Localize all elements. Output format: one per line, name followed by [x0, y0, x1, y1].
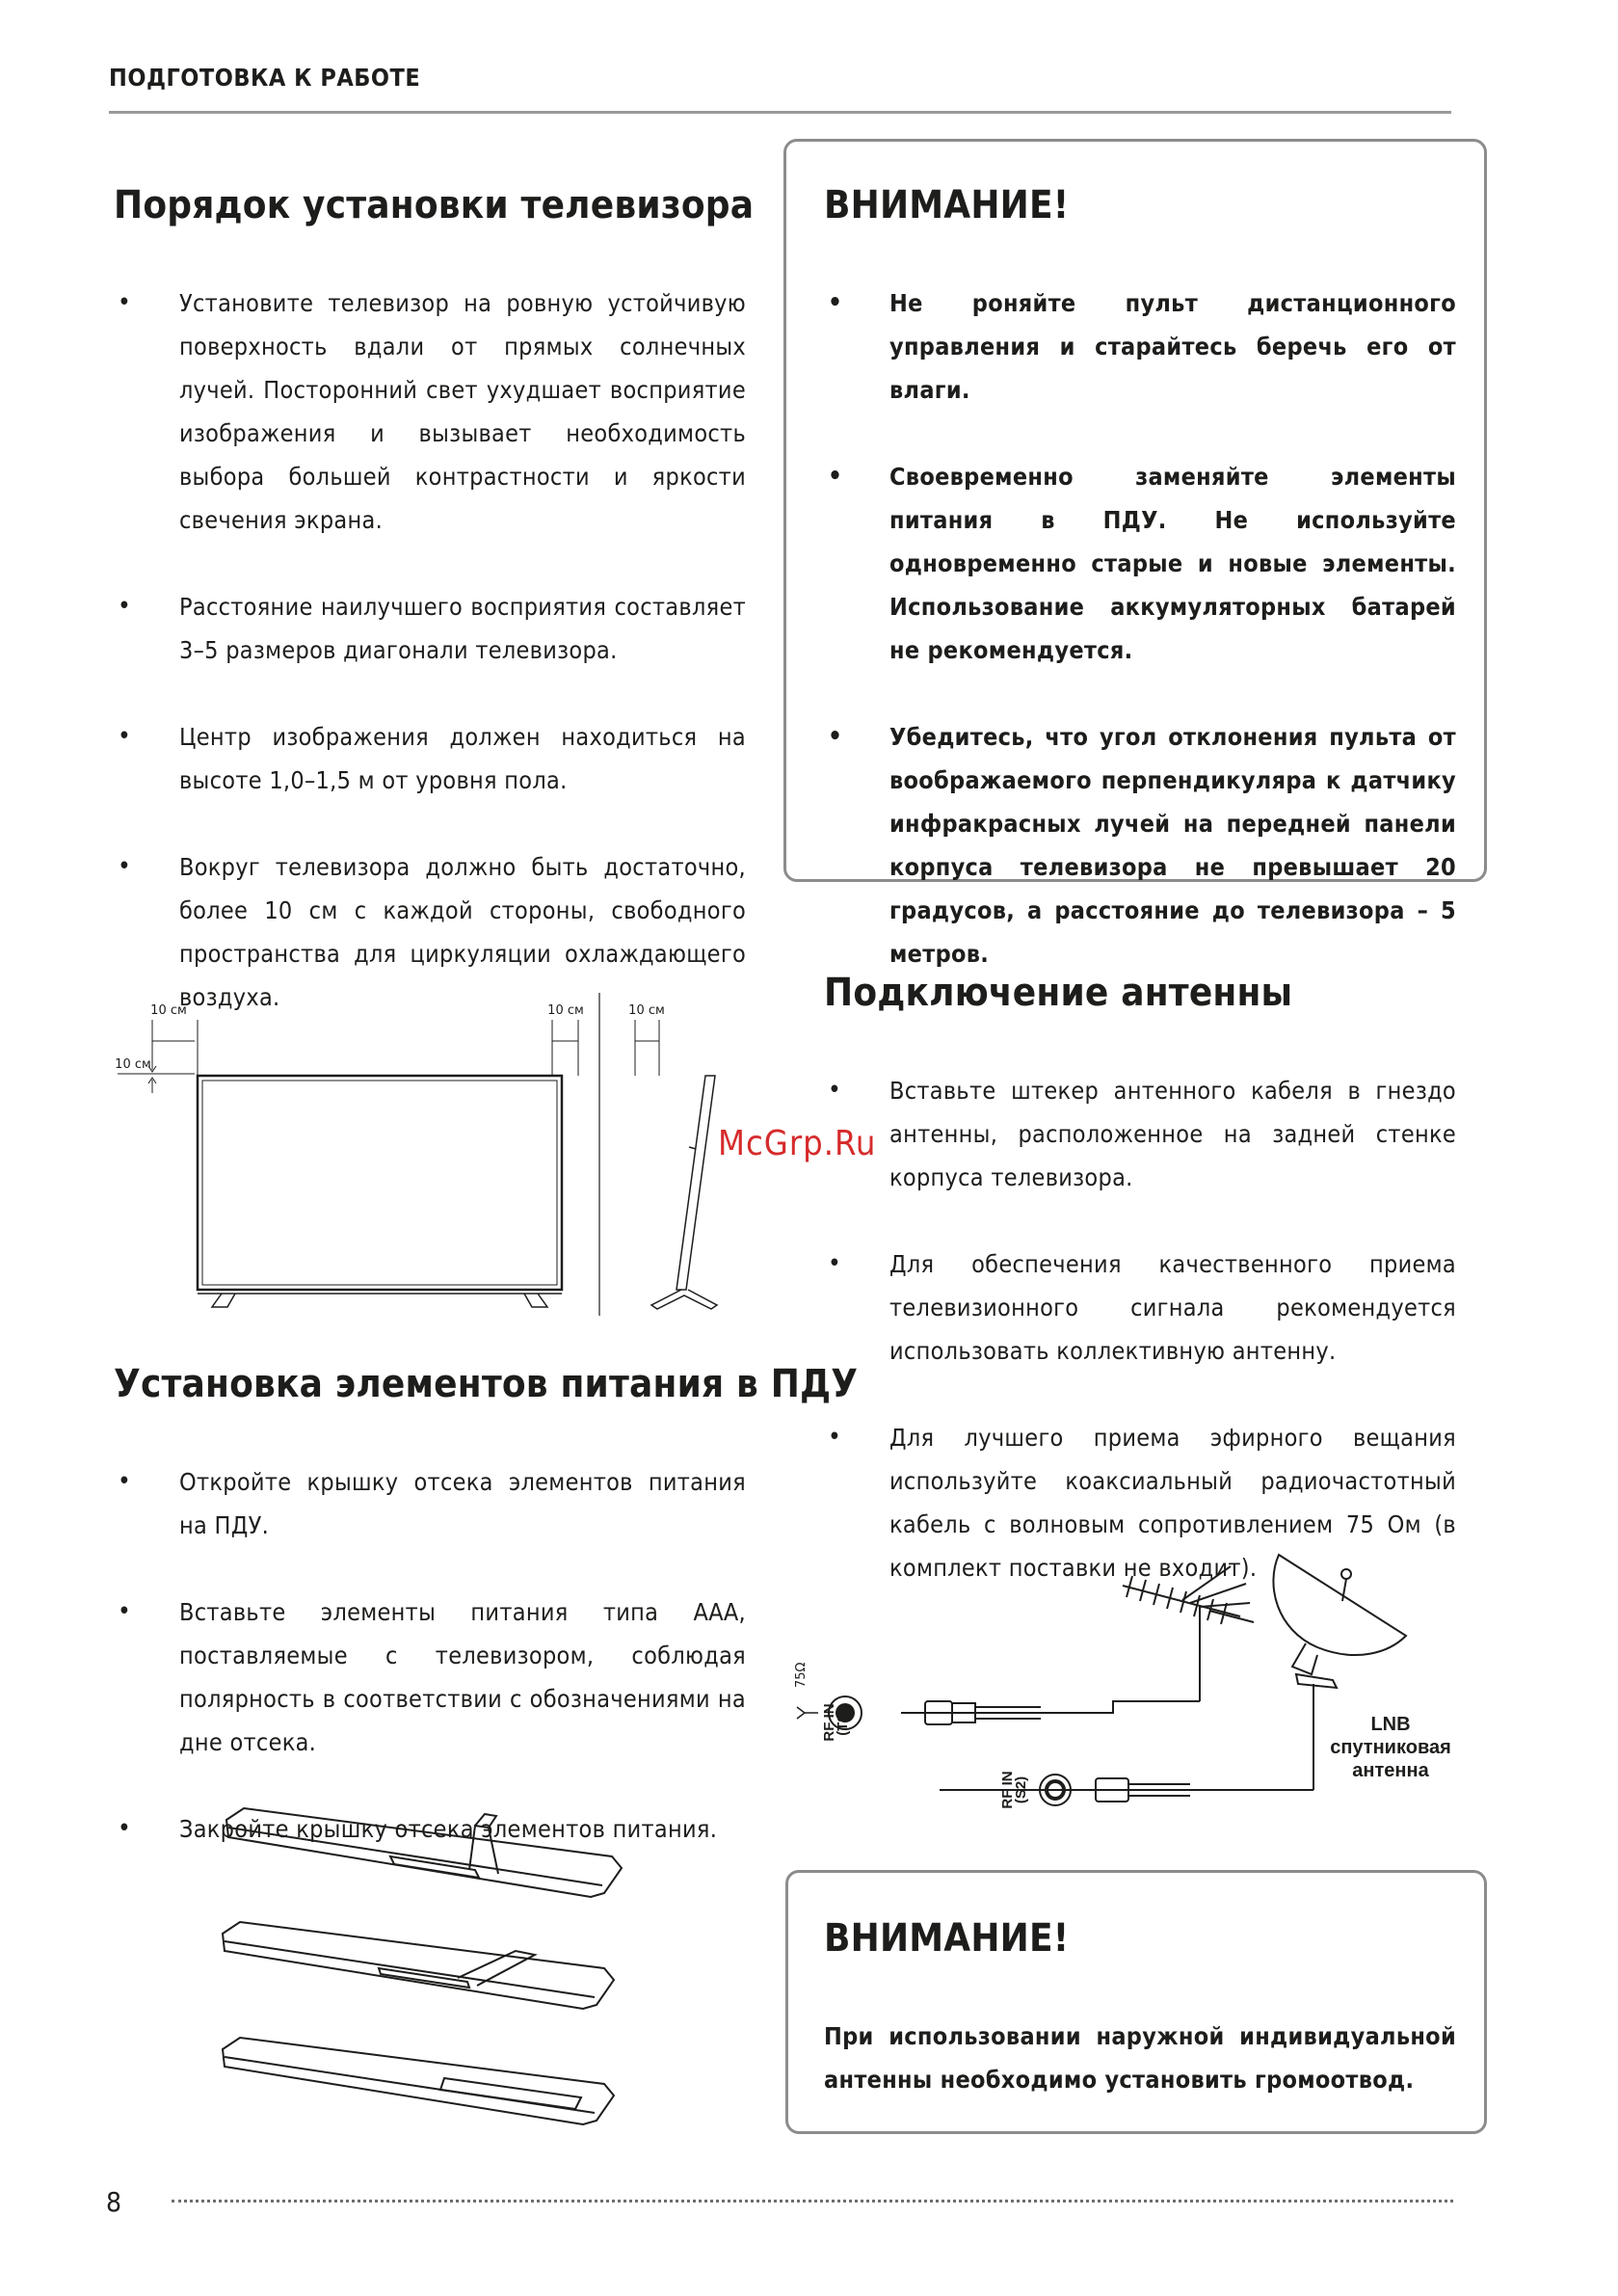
clearance-label-left: 10 см — [115, 1057, 151, 1072]
page-number: 8 — [106, 2186, 122, 2218]
header-rule — [109, 111, 1451, 114]
batteries-item: • Откройте крышку отсека элементов питания на ПДУ. — [114, 1460, 746, 1547]
remote-battery-diagram — [217, 1793, 631, 2140]
warning-text: При использовании наружной индивидуальной антенны необходимо установить громоотвод. — [824, 2022, 1456, 2094]
tv-side-illustration — [651, 1076, 717, 1309]
remote-closed-cover — [223, 2038, 614, 2124]
batteries-item: • Закройте крышку отсека элементов питания. — [114, 1807, 746, 1851]
install-item: • Вокруг телевизора должно быть достаточно, более 10 см с каждой стороны, свободного пространства для циркуляции охлаждающего воздуха. — [114, 845, 746, 1019]
rf-s2-label-line1: RF IN — [999, 1771, 1016, 1809]
tv-clearance-diagram — [106, 983, 761, 1316]
footer-dotted-rule — [172, 2200, 1453, 2203]
antenna-symbol-icon — [797, 1707, 818, 1719]
clearance-marks — [118, 993, 659, 1316]
rf-t2-label-line2: (T2) — [835, 1709, 851, 1736]
section-header: ПОДГОТОВКА К РАБОТЕ — [109, 64, 421, 92]
clearance-label-top: 10 см — [150, 1003, 187, 1018]
remote-open-cover — [226, 1808, 622, 1897]
warning-list — [824, 281, 1456, 1019]
warning-title: ВНИМАНИЕ! — [824, 1916, 1070, 1961]
antenna-title: Подключение антенны — [824, 971, 1293, 1015]
satellite-label-line2: антенна — [1352, 1760, 1429, 1781]
install-title: Порядок установки телевизора — [114, 183, 755, 227]
antenna-connection-diagram — [785, 1547, 1479, 1827]
warning-item: • Убедитесь, что угол отклонения пульта от воображаемого перпендикуляра к датчику инфракрасных лучей на передней панели корпуса телевизора не превышает 20 градусов, а расстояние до телевизора – 5 метров. — [824, 715, 1456, 975]
rf-t2-label-line1: RF IN — [821, 1703, 837, 1742]
impedance-label: 75Ω — [794, 1662, 809, 1688]
warning-item: • Не роняйте пульт дистанционного управления и старайтесь беречь его от влаги. — [824, 281, 1456, 412]
warning-title: ВНИМАНИЕ! — [824, 183, 1070, 227]
clearance-label-right: 10 см — [547, 1003, 584, 1018]
antenna-item: • Для лучшего приема эфирного вещания используйте коаксиальный радиочастотный кабель с волновым сопротивлением 75 Ом (в комплект поставки не входит). — [824, 1416, 1456, 1589]
terrestrial-antenna-icon — [1123, 1566, 1254, 1701]
install-item: • Расстояние наилучшего восприятия составляет 3–5 размеров диагонали телевизора. — [114, 585, 746, 672]
install-list — [114, 281, 746, 1062]
antenna-item: • Вставьте штекер антенного кабеля в гнездо антенны, расположенное на задней стенке корпуса телевизора. — [824, 1069, 1456, 1199]
watermark: McGrp.Ru — [718, 1124, 877, 1163]
cables — [901, 1701, 1313, 1790]
install-item: • Центр изображения должен находиться на высоте 1,0–1,5 м от уровня пола. — [114, 715, 746, 802]
lnb-label: LNB — [1370, 1714, 1411, 1735]
rf-s2-label-line2: (S2) — [1013, 1775, 1029, 1804]
satellite-label-line1: спутниковая — [1330, 1737, 1451, 1758]
install-item: • Установите телевизор на ровную устойчивую поверхность вдали от прямых солнечных лучей. Посторонний свет ухудшает восприятие изображения и вызывает необходимость выбора большей контрастности и яркости свечения экрана. — [114, 281, 746, 542]
remote-lifted-cover — [223, 1922, 614, 2009]
batteries-item: • Вставьте элементы питания типа ААА, поставляемые с телевизором, соблюдая полярность в соответствии с обозначениями на дне отсека. — [114, 1590, 746, 1764]
warning-item: • Своевременно заменяйте элементы питания в ПДУ. Не используйте одновременно старые и новые элементы. Использование аккумуляторных батарей не рекомендуется. — [824, 455, 1456, 672]
antenna-item: • Для обеспечения качественного приема телевизионного сигнала рекомендуется использовать коллективную антенну. — [824, 1242, 1456, 1373]
batteries-title: Установка элементов питания в ПДУ — [114, 1362, 859, 1406]
tv-front-illustration — [198, 1076, 562, 1307]
clearance-label-side: 10 см — [628, 1003, 665, 1018]
